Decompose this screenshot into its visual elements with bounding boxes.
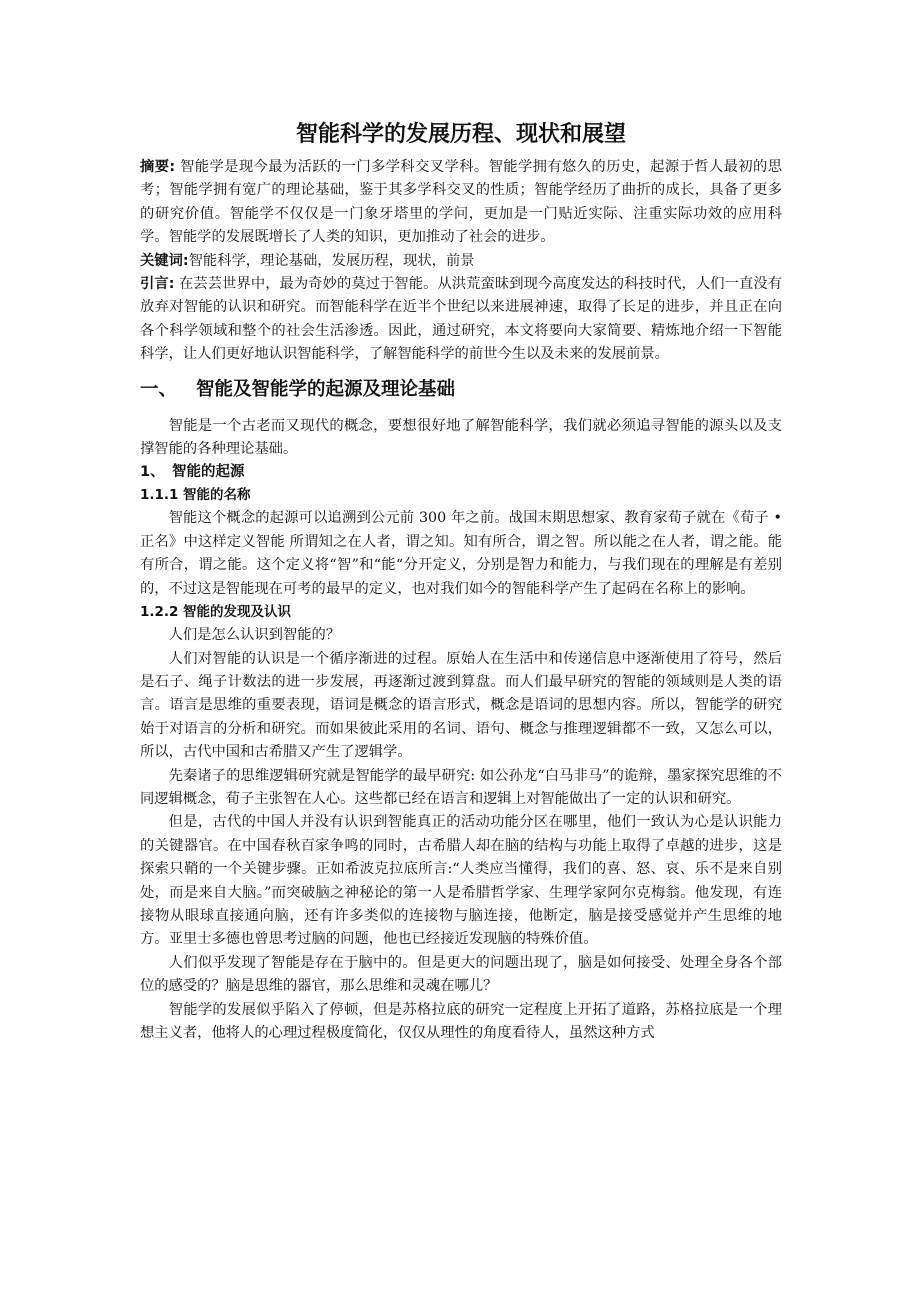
subsubsection-number: 1.2.2	[140, 604, 179, 621]
subsubsection-heading-1-2-2	[140, 601, 782, 624]
intro-label: 引言:	[140, 276, 175, 293]
intro-paragraph	[140, 273, 782, 367]
subsubsection-title: 智能的名称	[183, 487, 251, 504]
body-paragraph: 人们似乎发现了智能是存在于脑中的。但是更大的问题出现了，脑是如何接受、处理全身各个部位的感受的？脑是思维的器官，那么思维和灵魂在哪儿？	[140, 954, 782, 995]
subsubsection-heading-1-1-1	[140, 484, 782, 507]
document-title: 智能科学的发展历程、现状和展望	[295, 122, 626, 147]
subsection-number: 1、	[140, 464, 165, 481]
subsection-heading	[140, 461, 782, 484]
paragraph-name-of-intelligence: 智能这个概念的起源可以追溯到公元前 300 年之前。战国末期思想家、教育家荀子就在《荀子 • 正名》中这样定义智能 所谓知之在人者，谓之知。知有所合，谓之智。所以能之在人者，谓之能。能有所合，谓之能。这个定义将“智”和“能“分开定义，分别是智力和能力，与我们现在的理解是有差别的，不过这是智能现在可考的最早的定义，也对我们如今的智能科学产生了起码在名称上的影响。	[140, 510, 782, 597]
abstract-label: 摘要:	[140, 159, 176, 175]
keywords-label: 关键词:	[140, 252, 189, 269]
section-heading	[140, 375, 782, 405]
section-title: 智能及智能学的起源及理论基础	[196, 378, 456, 400]
body-paragraph: 智能学的发展似乎陷入了停顿，但是苏格拉底的研究一定程度上开拓了道路，苏格拉底是一个理想主义者，他将人的心理过程极度简化，仅仅从理性的角度看待人，虽然这种方式	[140, 1001, 782, 1041]
subsection-title: 智能的起源	[172, 464, 245, 481]
document-page	[140, 118, 782, 1045]
section-intro-paragraph: 智能是一个古老而又现代的概念，要想很好地了解智能科学，我们就必须追寻智能的源头以及支撑智能的各种理论基础。	[140, 417, 782, 458]
subsubsection-title: 智能的发现及认识	[183, 604, 291, 621]
body-paragraph: 先秦诸子的思维逻辑研究就是智能学的最早研究: 如公孙龙“白马非马”的诡辩，墨家探究思维的不同逻辑概念，荀子主张智在人心。这些都已经在语言和逻辑上对智能做出了一定的认识和研究。	[140, 767, 782, 807]
body-paragraph: 人们对智能的认识是一个循序渐进的过程。原始人在生活中和传递信息中逐渐使用了符号，然后是石子、绳子计数法的进一步发展，再逐渐过渡到算盘。而人们最早研究的智能的领域则是人类的语言。语言是思维的重要表现，语词是概念的语言形式，概念是语词的思想内容。所以，智能学的研究始于对语言的分析和研究。而如果彼此采用的名词、语句、概念与推理逻辑都不一致，又怎么可以，所以，古代中国和古希腊又产生了逻辑学。	[140, 650, 782, 761]
section-number: 一、	[140, 378, 178, 400]
abstract-text: 智能学是现今最为活跃的一门多学科交叉学科。智能学拥有悠久的历史，起源于哲人最初的思考；智能学拥有宽广的理论基础，鉴于其多学科交叉的性质；智能学经历了曲折的成长，具备了更多的研究价值。智能学不仅仅是一门象牙塔里的学问，更加是一门贴近实际、注重实际功效的应用科学。智能学的发展既增长了人类的知识，更加推动了社会的进步。	[140, 159, 783, 246]
abstract-paragraph	[140, 156, 782, 250]
keywords-text: 智能科学，理论基础，发展历程，现状，前景	[188, 252, 475, 269]
intro-text: 在芸芸世界中，最为奇妙的莫过于智能。从洪荒蛮昧到现今高度发达的科技时代，人们一直没有放弃对智能的认识和研究。而智能科学在近半个世纪以来进展神速，取得了长足的进步，并且正在向各个科学领域和整个的社会生活渗透。因此，通过研究，本文将要向大家简要、精炼地介绍一下智能科学，让人们更好地认识智能科学，了解智能科学的前世今生以及未来的发展前景。	[140, 276, 783, 363]
body-paragraph: 但是，古代的中国人并没有认识到智能真正的活动功能分区在哪里，他们一致认为心是认识能力的关键器官。在中国春秋百家争鸣的同时，古希腊人却在脑的结构与功能上取得了卓越的进步，这是探索只鞘的一个关键步骤。正如希波克拉底所言:“人类应当懂得，我们的喜、怒、哀、乐不是来自别处，而是来自大脑。”而突破脑之神秘论的第一人是希腊哲学家、生理学家阿尔克梅翁。他发现，有连接物从眼球直接通向脑，还有许多类似的连接物与脑连接，他断定，脑是接受感觉并产生思维的地方。亚里士多德也曾思考过脑的问题，他也已经接近发现脑的特殊价值。	[140, 814, 782, 948]
body-paragraph: 人们是怎么认识到智能的？	[168, 627, 341, 644]
keywords-paragraph	[140, 250, 782, 273]
subsubsection-number: 1.1.1	[140, 487, 179, 504]
